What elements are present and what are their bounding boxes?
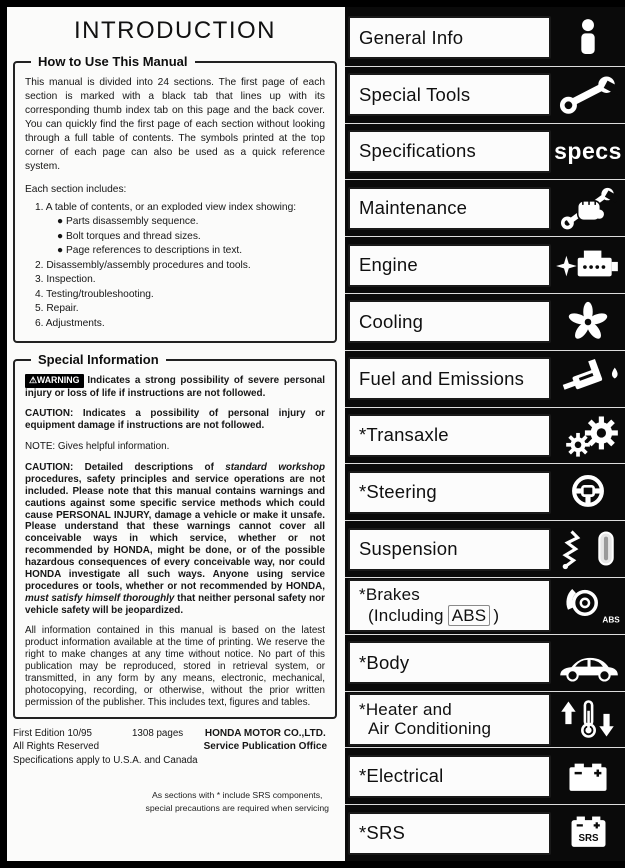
tab-label-line2 bbox=[359, 605, 549, 627]
info-icon bbox=[551, 15, 625, 61]
tab-label-text: General Info bbox=[359, 26, 464, 48]
list-item: 5. Repair. bbox=[35, 303, 79, 315]
tab-label-text: Fuel and Emissions bbox=[359, 367, 525, 389]
applicability-text: Specifications apply to U.S.A. and Canada bbox=[13, 754, 198, 766]
caution-long-paragraph bbox=[25, 462, 325, 616]
tab-maintenance bbox=[345, 180, 625, 237]
tab-label-text: Cooling bbox=[359, 310, 424, 332]
tab-label bbox=[348, 755, 551, 798]
tab-cooling bbox=[345, 294, 625, 351]
warning-triangle-icon: ⚠ bbox=[29, 374, 37, 385]
caution-long-seg: that neither personal safety nor vehicle safety will be jeopardized. bbox=[25, 592, 325, 616]
thumb-index-sidebar bbox=[345, 7, 625, 861]
tab-label-text: *Body bbox=[359, 651, 410, 673]
publisher-block bbox=[204, 727, 327, 768]
includes-label: Each section includes: bbox=[25, 183, 127, 195]
page-count: 1308 pages bbox=[131, 727, 184, 739]
hand-wrench-icon bbox=[551, 185, 625, 231]
abs-lamp-box: ABS bbox=[448, 605, 491, 627]
srs-footnote bbox=[145, 789, 329, 815]
specs-badge-icon bbox=[551, 138, 625, 165]
tab-label bbox=[348, 73, 551, 116]
tab-label bbox=[348, 357, 551, 400]
tab-label bbox=[348, 812, 551, 855]
caution-long-italic: must satisfy himself thoroughly bbox=[25, 592, 175, 604]
tab-label-text: *Steering bbox=[359, 481, 437, 503]
wrench-icon bbox=[551, 72, 625, 118]
tab-label bbox=[348, 414, 551, 457]
content-pane bbox=[7, 7, 345, 861]
caution-long-seg: procedures, safety principles and service operations are not included. Please note that this manual contains warnings and cautions against some specific service methods which could cause PERSONAL INJURY, damage a vehicle or make it unsafe. Please understand that these warnings cannot cover all conceivable ways in which service, whether or not recommended by HONDA, might be done, or of the possible hazardous consequences of every conceivable way, nor could HONDA investigate all such ways. Anyone using service procedures or tools, whether or not recommended by HONDA, bbox=[25, 473, 325, 592]
list-item: 3. Inspection. bbox=[35, 274, 96, 286]
list-item: 6. Adjustments. bbox=[35, 317, 105, 329]
tab-label-text: Specifications bbox=[359, 140, 476, 162]
how-to-use-intro: This manual is divided into 24 sections. The first page of each section is marked with a black tab that lines up with its corresponding thumb index tab on this page and the back cover. You can quickly find the first page of each section without looking through a full table of contents. The symbols printed at the top corner of each page can also be used as a quick reference system. bbox=[25, 77, 325, 173]
tab-label-text: *Electrical bbox=[359, 765, 444, 787]
footnote-line: As sections with * include SRS components, bbox=[152, 789, 323, 800]
tab-label-text: *Brakes bbox=[359, 585, 420, 605]
brake-disc-icon bbox=[551, 583, 625, 629]
list-item: 4. Testing/troubleshooting. bbox=[35, 288, 154, 300]
section-includes-list bbox=[25, 201, 325, 331]
tab-label bbox=[348, 579, 551, 632]
tab-label bbox=[348, 300, 551, 343]
tab-steering bbox=[345, 464, 625, 521]
caution-short-paragraph: CAUTION: Indicates a possibility of personal injury or equipment damage if instructions are not followed. bbox=[25, 408, 325, 432]
tab-label-text: Suspension bbox=[359, 538, 458, 560]
car-body-icon bbox=[551, 640, 625, 686]
fuel-nozzle-icon bbox=[551, 356, 625, 402]
list-bullet-item: ● Parts disassembly sequence. bbox=[57, 216, 199, 228]
tab-label-line2: Air Conditioning bbox=[368, 719, 492, 739]
tab-engine bbox=[345, 237, 625, 294]
tab-label bbox=[348, 16, 551, 59]
tab-heater-and-air-conditioning bbox=[345, 692, 625, 749]
tab-srs bbox=[345, 805, 625, 861]
all-information-paragraph: All information contained in this manual is based on the latest product information available at the time of printing. We reserve the right to make changes at any time without notice. No part of this publication may be reproduced, stored in retrieval system, or transmitted, in any form by any means, electronic, mechanical, photocopying, recording, or otherwise, without the prior written permission of the publisher. This includes text, figures and tables. bbox=[25, 625, 325, 708]
srs-icon-text: SRS bbox=[578, 833, 599, 845]
closing-paren: ) bbox=[493, 605, 500, 625]
tab-label-text: Engine bbox=[359, 254, 418, 276]
company-name: HONDA MOTOR CO.,LTD. bbox=[204, 727, 326, 739]
list-item: 1. A table of contents, or an exploded view index showing: bbox=[35, 201, 297, 213]
tab-body bbox=[345, 635, 625, 692]
tab-label-text: *Transaxle bbox=[359, 424, 449, 446]
gears-icon bbox=[551, 412, 625, 458]
tab-label bbox=[348, 528, 551, 571]
steering-wheel-icon bbox=[551, 469, 625, 515]
tab-label bbox=[348, 693, 551, 746]
note-paragraph: NOTE: Gives helpful information. bbox=[25, 441, 170, 453]
tab-label bbox=[348, 130, 551, 173]
warning-paragraph bbox=[25, 374, 325, 399]
tab-general-info bbox=[345, 10, 625, 67]
list-bullet-item: ● Bolt torques and thread sizes. bbox=[57, 230, 201, 242]
caution-long-italic: standard workshop bbox=[225, 462, 325, 474]
list-item: 2. Disassembly/assembly procedures and tools. bbox=[35, 259, 251, 271]
tab-label-text: Special Tools bbox=[359, 83, 471, 105]
footnote-line: special precautions are required when servicing bbox=[145, 802, 329, 813]
tab-label-text: Maintenance bbox=[359, 197, 468, 219]
tab-suspension bbox=[345, 521, 625, 578]
tab-specifications bbox=[345, 124, 625, 181]
shock-absorber-icon bbox=[551, 526, 625, 572]
special-information-heading: Special Information bbox=[31, 352, 166, 367]
tab-label-text: *SRS bbox=[359, 822, 406, 844]
specs-text: specs bbox=[554, 137, 622, 164]
publication-footer bbox=[13, 727, 337, 768]
engine-icon bbox=[551, 242, 625, 288]
tab-label bbox=[348, 471, 551, 514]
how-to-use-heading: How to Use This Manual bbox=[31, 54, 195, 69]
edition-block bbox=[13, 727, 198, 768]
warning-badge-label: WARNING bbox=[36, 374, 80, 385]
office-name: Service Publication Office bbox=[203, 741, 327, 753]
tab-label bbox=[348, 187, 551, 230]
including-text: (Including bbox=[368, 605, 444, 625]
special-information-box bbox=[13, 351, 337, 719]
tab-label-text: *Heater and bbox=[359, 699, 452, 719]
battery-icon bbox=[551, 753, 625, 799]
caution-long-seg: CAUTION: Detailed descriptions of bbox=[25, 462, 226, 474]
edition-row bbox=[13, 727, 198, 741]
tab-electrical bbox=[345, 748, 625, 805]
thermometer-arrows-icon bbox=[551, 696, 625, 742]
warning-badge bbox=[25, 374, 84, 388]
tab-label bbox=[348, 244, 551, 287]
page-title: INTRODUCTION bbox=[74, 17, 276, 44]
tab-fuel-and-emissions bbox=[345, 351, 625, 408]
edition-text: First Edition 10/95 bbox=[13, 727, 92, 739]
tab-label bbox=[348, 641, 551, 684]
tab-special-tools bbox=[345, 67, 625, 124]
how-to-use-box bbox=[13, 54, 337, 343]
rights-text: All Rights Reserved bbox=[13, 741, 100, 753]
abs-icon-text: ABS bbox=[602, 615, 620, 625]
fan-icon bbox=[551, 299, 625, 345]
tab-brakes bbox=[345, 578, 625, 635]
tab-transaxle bbox=[345, 408, 625, 465]
warning-text: Indicates a strong possibility of severe personal injury or loss of life if instructions are not followed. bbox=[25, 374, 325, 399]
srs-module-icon bbox=[551, 810, 625, 856]
list-bullet-item: ● Page references to descriptions in text. bbox=[57, 245, 243, 257]
